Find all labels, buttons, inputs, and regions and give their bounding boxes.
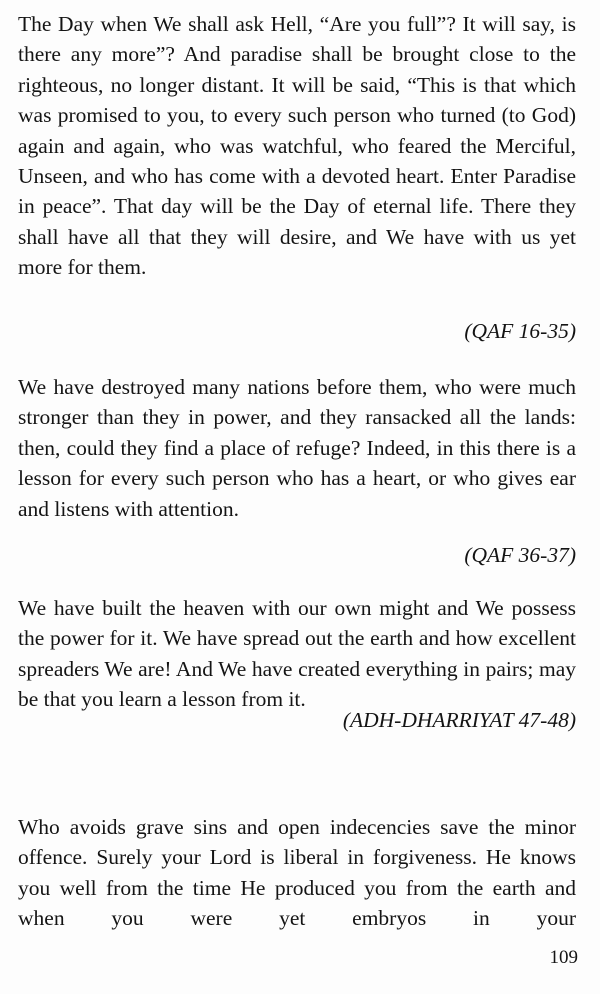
reference-adh-dharriyat-47-48: (ADH-DHARRIYAT 47-48) (342, 708, 576, 732)
reference-qaf-36-37: (QAF 36-37) (464, 543, 576, 567)
passage-qaf-16-35: The Day when We shall ask Hell, “Are you full”? It will say, is there any more”? And paradise shall be brought close to the righteous, no longer distant. It will be said, “This is that which was promised to you, to every such person who turned (to God) again and again, who was watchful, who feared the Merciful, Unseen, and who has come with a devoted heart. Enter Paradise in peace”. That day will be the Day of eternal life. There they shall have all that they will desire, and We have with us yet more for them. (18, 12, 576, 280)
reference-qaf-16-35: (QAF 16-35) (464, 319, 576, 343)
passage-qaf-36-37: We have destroyed many nations before them, who were much stronger than they in power, and they ransacked all the lands: then, could they find a place of refuge? Indeed, in this there is a lesson for every such person who has a heart, or who gives ear and listens with attention. (18, 375, 576, 521)
page-number: 109 (549, 947, 578, 968)
passage-continued: Who avoids grave sins and open indecencies save the minor offence. Surely your Lord is liberal in forgiveness. He knows you well from the time He produced you from the earth and when you were yet embryos in your (18, 815, 576, 931)
passage-adh-dharriyat-47-48: We have built the heaven with our own might and We possess the power for it. We have spread out the earth and how excellent spreaders We are! And We have created everything in pairs; may be that you learn a lesson from it. (18, 596, 576, 712)
